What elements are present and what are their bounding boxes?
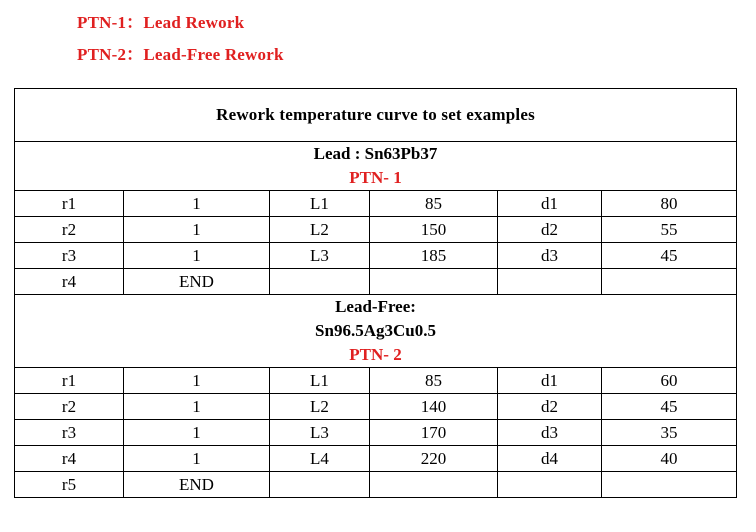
- rework-table: [14, 88, 737, 498]
- delay-id-cell: d3: [498, 243, 602, 269]
- level-cell: L3: [270, 243, 370, 269]
- temperature-cell: [370, 269, 498, 295]
- delay-value-cell: 55: [602, 217, 737, 243]
- delay-id-cell: d3: [498, 420, 602, 446]
- value-cell: 1: [124, 420, 270, 446]
- table-row: [15, 420, 737, 446]
- alloy-label: Sn96.5Ag3Cu0.5: [315, 321, 436, 340]
- delay-value-cell: 40: [602, 446, 737, 472]
- section-header: [15, 142, 737, 191]
- delay-value-cell: 80: [602, 191, 737, 217]
- row-id-cell: r4: [15, 446, 124, 472]
- table-row: [15, 191, 737, 217]
- delay-id-cell: [498, 472, 602, 498]
- legend-ptn-2: PTN-2：Lead-Free Rework: [77, 45, 284, 64]
- delay-value-cell: 45: [602, 394, 737, 420]
- rework-table-body: [15, 89, 737, 498]
- delay-id-cell: d2: [498, 217, 602, 243]
- row-id-cell: r5: [15, 472, 124, 498]
- table-row: [15, 446, 737, 472]
- level-cell: L2: [270, 217, 370, 243]
- value-cell: END: [124, 472, 270, 498]
- section-header-row: [15, 142, 737, 191]
- ptn-label: PTN- 2: [349, 345, 402, 364]
- delay-id-cell: d4: [498, 446, 602, 472]
- table-row: [15, 269, 737, 295]
- value-cell: 1: [124, 191, 270, 217]
- temperature-cell: 150: [370, 217, 498, 243]
- value-cell: 1: [124, 394, 270, 420]
- section-header-row: [15, 295, 737, 368]
- row-id-cell: r2: [15, 217, 124, 243]
- delay-id-cell: d2: [498, 394, 602, 420]
- level-cell: [270, 472, 370, 498]
- section-header: [15, 295, 737, 368]
- legend-ptn-1: PTN-1：Lead Rework: [77, 13, 245, 32]
- temperature-cell: 220: [370, 446, 498, 472]
- alloy-label: Lead : Sn63Pb37: [313, 144, 438, 163]
- temperature-cell: 185: [370, 243, 498, 269]
- delay-value-cell: 45: [602, 243, 737, 269]
- level-cell: L1: [270, 368, 370, 394]
- table-row: [15, 243, 737, 269]
- row-id-cell: r4: [15, 269, 124, 295]
- delay-id-cell: d1: [498, 191, 602, 217]
- level-cell: L3: [270, 420, 370, 446]
- row-id-cell: r3: [15, 243, 124, 269]
- temperature-cell: 140: [370, 394, 498, 420]
- row-id-cell: r2: [15, 394, 124, 420]
- row-id-cell: r3: [15, 420, 124, 446]
- value-cell: 1: [124, 217, 270, 243]
- table-title-row: [15, 89, 737, 142]
- table-title: Rework temperature curve to set examples: [15, 89, 737, 142]
- temperature-cell: 85: [370, 191, 498, 217]
- level-cell: [270, 269, 370, 295]
- table-row: [15, 368, 737, 394]
- value-cell: END: [124, 269, 270, 295]
- level-cell: L2: [270, 394, 370, 420]
- ptn-label: PTN- 1: [349, 168, 402, 187]
- table-row: [15, 394, 737, 420]
- delay-value-cell: 35: [602, 420, 737, 446]
- temperature-cell: [370, 472, 498, 498]
- value-cell: 1: [124, 368, 270, 394]
- row-id-cell: r1: [15, 191, 124, 217]
- delay-id-cell: [498, 269, 602, 295]
- temperature-cell: 170: [370, 420, 498, 446]
- value-cell: 1: [124, 446, 270, 472]
- delay-value-cell: [602, 472, 737, 498]
- level-cell: L4: [270, 446, 370, 472]
- level-cell: L1: [270, 191, 370, 217]
- temperature-cell: 85: [370, 368, 498, 394]
- delay-id-cell: d1: [498, 368, 602, 394]
- value-cell: 1: [124, 243, 270, 269]
- delay-value-cell: [602, 269, 737, 295]
- row-id-cell: r1: [15, 368, 124, 394]
- table-row: [15, 472, 737, 498]
- table-row: [15, 217, 737, 243]
- alloy-label: Lead-Free:: [335, 297, 416, 316]
- delay-value-cell: 60: [602, 368, 737, 394]
